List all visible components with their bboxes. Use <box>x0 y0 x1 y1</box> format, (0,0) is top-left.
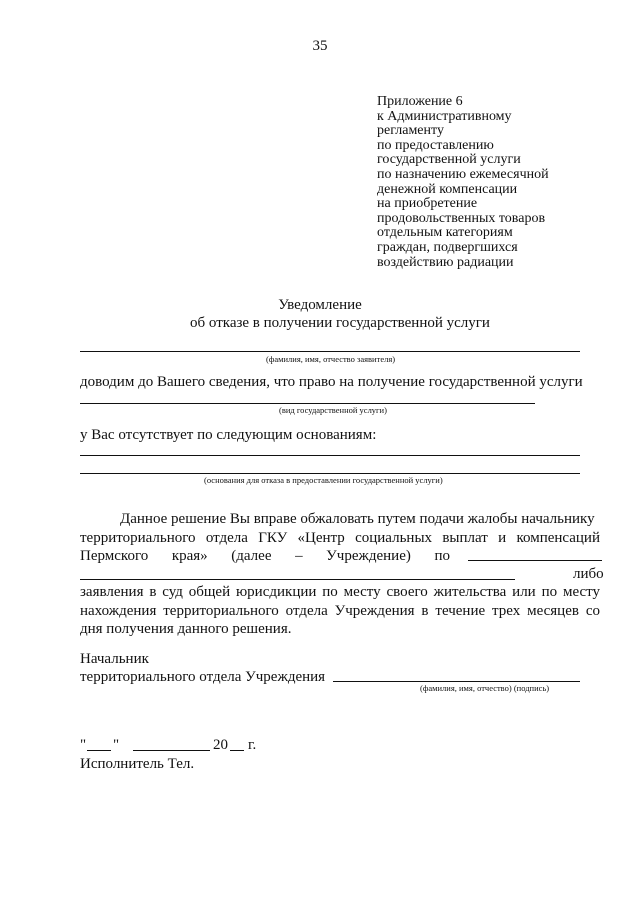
appendix-line: на приобретение <box>377 196 478 212</box>
appendix-line: отдельным категориям <box>377 225 513 241</box>
appendix-line: по назначению ежемесячной <box>377 166 549 182</box>
service-type-field[interactable] <box>80 403 535 404</box>
signature-caption: (фамилия, имя, отчество) (подпись) <box>420 683 550 693</box>
date-open-quote: " <box>80 737 87 753</box>
appendix-header <box>377 95 549 270</box>
info-text: доводим до Вашего сведения, что право на получение государственной услуги <box>80 374 583 390</box>
appeal-line-5: заявления в суд общей юрисдикции по месту своего жительства или по месту <box>80 584 600 600</box>
appeal-line-1: Данное решение Вы вправе обжаловать путем подачи жалобы начальнику <box>120 511 595 527</box>
appeal-line-2: территориального отдела ГКУ «Центр социальных выплат и компенсаций <box>80 530 600 546</box>
executor-phone: Исполнитель Тел. <box>80 756 195 772</box>
notice-subtitle: об отказе в получении государственной услуги <box>190 315 490 331</box>
appendix-line: регламенту <box>377 123 444 139</box>
notice-title: Уведомление <box>278 297 362 313</box>
grounds-field-2[interactable] <box>80 473 580 474</box>
page-number: 35 <box>312 38 328 54</box>
grounds-text: у Вас отсутствует по следующим основаниям: <box>80 427 377 443</box>
appeal-word: Пермского <box>80 548 149 564</box>
grounds-field-1[interactable] <box>80 455 580 456</box>
applicant-name-field[interactable] <box>80 351 580 352</box>
date-year-field[interactable] <box>230 750 244 751</box>
appeal-field-1[interactable] <box>468 560 602 561</box>
service-type-caption: (вид государственной услуги) <box>279 405 387 415</box>
date-year-prefix: 20 <box>213 737 228 753</box>
appeal-field-2[interactable] <box>80 579 515 580</box>
appeal-word: края» <box>171 548 208 564</box>
appendix-line: воздействию радиации <box>377 254 514 270</box>
grounds-caption: (основания для отказа в предоставлении государственной услуги) <box>204 475 443 485</box>
date-year-suffix: г. <box>248 737 257 753</box>
appeal-word: Учреждение) <box>326 548 411 564</box>
applicant-name-caption: (фамилия, имя, отчество заявителя) <box>266 354 396 364</box>
appendix-line: к Административному <box>377 108 512 124</box>
appeal-line-6: нахождения территориального отдела Учреждения в течение трех месяцев со <box>80 603 600 619</box>
signatory-role: Начальник <box>80 651 149 667</box>
appendix-line: продовольственных товаров <box>377 210 546 226</box>
appeal-word: – <box>295 548 303 564</box>
appeal-line-7: дня получения данного решения. <box>80 621 292 637</box>
appeal-line-3 <box>80 548 450 565</box>
signature-field[interactable] <box>333 681 580 682</box>
appendix-line: Приложение 6 <box>377 94 463 109</box>
appendix-line: граждан, подвергшихся <box>377 239 518 255</box>
appeal-word: (далее <box>231 548 272 564</box>
appeal-line-4: либо <box>573 566 604 582</box>
date-month-field[interactable] <box>133 750 210 751</box>
date-close-quote: " <box>113 737 120 753</box>
appendix-line: по предоставлению <box>377 137 494 153</box>
appeal-word: по <box>434 548 450 564</box>
date-day-field[interactable] <box>87 750 111 751</box>
appendix-line: государственной услуги <box>377 152 521 168</box>
signatory-department: территориального отдела Учреждения <box>80 669 326 685</box>
appendix-line: денежной компенсации <box>377 181 518 197</box>
